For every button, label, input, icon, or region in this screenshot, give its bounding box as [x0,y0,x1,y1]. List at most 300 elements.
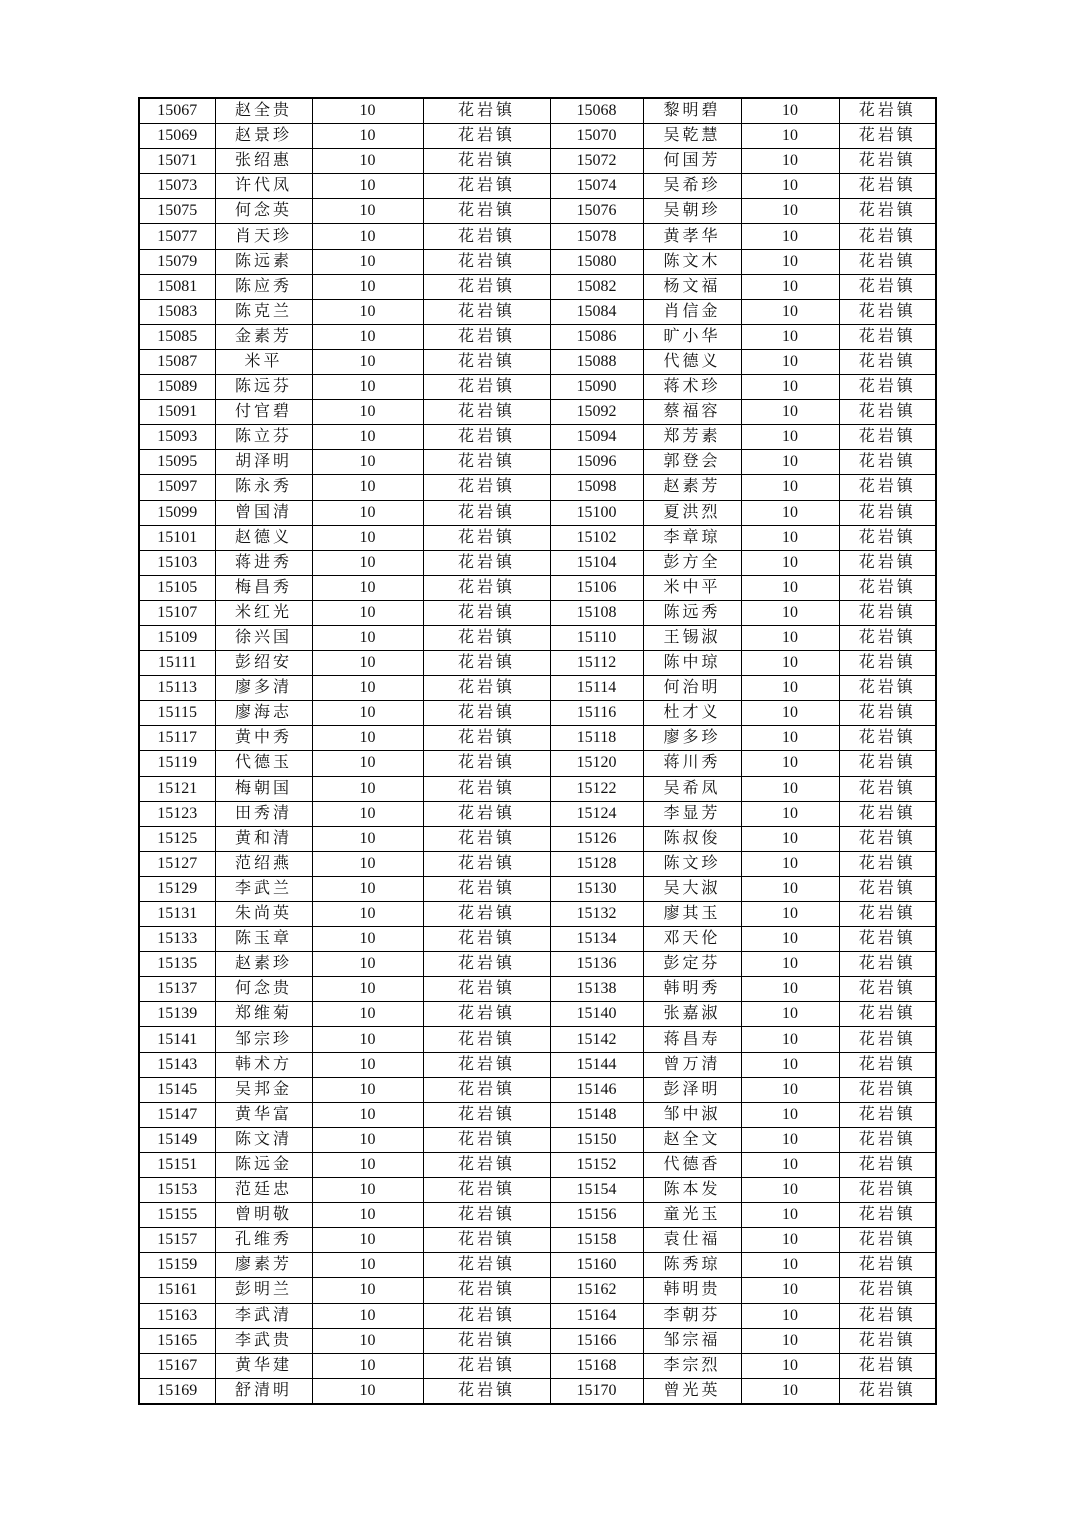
town-cell: 花岩镇 [839,801,936,826]
table-row [139,400,936,425]
amount-cell: 10 [312,425,423,450]
name-cell: 陈文清 [215,1127,312,1152]
id-cell: 15088 [550,349,643,374]
id-cell: 15156 [550,1203,643,1228]
amount-cell: 10 [741,550,839,575]
name-cell: 黎明碧 [643,98,741,124]
name-cell: 蒋川秀 [643,751,741,776]
amount-cell: 10 [741,1002,839,1027]
name-cell: 何治明 [643,676,741,701]
id-cell: 15164 [550,1303,643,1328]
name-cell: 陈永秀 [215,475,312,500]
amount-cell: 10 [312,1353,423,1378]
id-cell: 15135 [139,952,215,977]
amount-cell: 10 [312,751,423,776]
table-row [139,952,936,977]
id-cell: 15070 [550,124,643,149]
table-row [139,776,936,801]
amount-cell: 10 [741,1253,839,1278]
name-cell: 许代凤 [215,174,312,199]
id-cell: 15150 [550,1127,643,1152]
name-cell: 韩术方 [215,1052,312,1077]
amount-cell: 10 [741,751,839,776]
name-cell: 李显芳 [643,801,741,826]
amount-cell: 10 [312,625,423,650]
table-row [139,174,936,199]
town-cell: 花岩镇 [423,324,550,349]
town-cell: 花岩镇 [423,1328,550,1353]
id-cell: 15147 [139,1102,215,1127]
table-row [139,625,936,650]
id-cell: 15097 [139,475,215,500]
table-row [139,651,936,676]
amount-cell: 10 [312,174,423,199]
table-row [139,1278,936,1303]
town-cell: 花岩镇 [839,224,936,249]
id-cell: 15069 [139,124,215,149]
amount-cell: 10 [312,1127,423,1152]
name-cell: 徐兴国 [215,625,312,650]
amount-cell: 10 [312,902,423,927]
amount-cell: 10 [741,425,839,450]
town-cell: 花岩镇 [839,651,936,676]
id-cell: 15129 [139,876,215,901]
name-cell: 李章琼 [643,525,741,550]
amount-cell: 10 [312,1253,423,1278]
table-row [139,550,936,575]
town-cell: 花岩镇 [423,1378,550,1404]
table-row [139,124,936,149]
name-cell: 赵德义 [215,525,312,550]
id-cell: 15130 [550,876,643,901]
id-cell: 15128 [550,851,643,876]
id-cell: 15125 [139,826,215,851]
town-cell: 花岩镇 [839,726,936,751]
amount-cell: 10 [741,349,839,374]
id-cell: 15166 [550,1328,643,1353]
id-cell: 15080 [550,249,643,274]
name-cell: 黄和清 [215,826,312,851]
name-cell: 陈远素 [215,249,312,274]
town-cell: 花岩镇 [839,1102,936,1127]
amount-cell: 10 [741,1303,839,1328]
town-cell: 花岩镇 [423,701,550,726]
town-cell: 花岩镇 [839,174,936,199]
amount-cell: 10 [312,575,423,600]
table-row [139,1303,936,1328]
amount-cell: 10 [312,1378,423,1404]
amount-cell: 10 [741,1278,839,1303]
name-cell: 代德义 [643,349,741,374]
name-cell: 陈远秀 [643,600,741,625]
name-cell: 胡泽明 [215,450,312,475]
id-cell: 15111 [139,651,215,676]
id-cell: 15161 [139,1278,215,1303]
name-cell: 梅朝国 [215,776,312,801]
name-cell: 李朝芬 [643,1303,741,1328]
amount-cell: 10 [741,1203,839,1228]
id-cell: 15071 [139,149,215,174]
name-cell: 范绍燕 [215,851,312,876]
id-cell: 15157 [139,1228,215,1253]
amount-cell: 10 [741,174,839,199]
amount-cell: 10 [312,1328,423,1353]
town-cell: 花岩镇 [423,1178,550,1203]
amount-cell: 10 [741,98,839,124]
name-cell: 朱尚英 [215,902,312,927]
town-cell: 花岩镇 [839,1027,936,1052]
id-cell: 15078 [550,224,643,249]
name-cell: 何念贵 [215,977,312,1002]
town-cell: 花岩镇 [839,751,936,776]
name-cell: 廖海志 [215,701,312,726]
name-cell: 廖多清 [215,676,312,701]
town-cell: 花岩镇 [423,851,550,876]
table-row [139,249,936,274]
id-cell: 15112 [550,651,643,676]
table-row [139,425,936,450]
id-cell: 15105 [139,575,215,600]
amount-cell: 10 [312,801,423,826]
amount-cell: 10 [312,726,423,751]
table-row [139,1002,936,1027]
amount-cell: 10 [312,600,423,625]
town-cell: 花岩镇 [423,1002,550,1027]
table-row [139,1102,936,1127]
town-cell: 花岩镇 [839,952,936,977]
name-cell: 田秀清 [215,801,312,826]
name-cell: 曾明敬 [215,1203,312,1228]
id-cell: 15131 [139,902,215,927]
town-cell: 花岩镇 [839,425,936,450]
table-row [139,575,936,600]
id-cell: 15167 [139,1353,215,1378]
table-row [139,927,936,952]
amount-cell: 10 [741,851,839,876]
amount-cell: 10 [312,977,423,1002]
id-cell: 15126 [550,826,643,851]
id-cell: 15154 [550,1178,643,1203]
town-cell: 花岩镇 [839,1127,936,1152]
name-cell: 曾国清 [215,500,312,525]
id-cell: 15149 [139,1127,215,1152]
town-cell: 花岩镇 [423,1052,550,1077]
amount-cell: 10 [741,1228,839,1253]
id-cell: 15124 [550,801,643,826]
table-row [139,1178,936,1203]
id-cell: 15116 [550,701,643,726]
amount-cell: 10 [741,525,839,550]
town-cell: 花岩镇 [423,400,550,425]
id-cell: 15155 [139,1203,215,1228]
id-cell: 15122 [550,776,643,801]
table-row [139,375,936,400]
table-row [139,902,936,927]
name-cell: 张嘉淑 [643,1002,741,1027]
name-cell: 陈文珍 [643,851,741,876]
name-cell: 陈秀琼 [643,1253,741,1278]
id-cell: 15093 [139,425,215,450]
amount-cell: 10 [312,1228,423,1253]
town-cell: 花岩镇 [839,124,936,149]
id-cell: 15085 [139,324,215,349]
id-cell: 15170 [550,1378,643,1404]
town-cell: 花岩镇 [839,851,936,876]
amount-cell: 10 [741,575,839,600]
town-cell: 花岩镇 [423,952,550,977]
table-row [139,977,936,1002]
town-cell: 花岩镇 [423,500,550,525]
amount-cell: 10 [312,1278,423,1303]
id-cell: 15151 [139,1152,215,1177]
table-row [139,224,936,249]
table-row [139,98,936,124]
name-cell: 陈中琼 [643,651,741,676]
town-cell: 花岩镇 [423,1303,550,1328]
id-cell: 15142 [550,1027,643,1052]
id-cell: 15104 [550,550,643,575]
town-cell: 花岩镇 [839,500,936,525]
town-cell: 花岩镇 [839,1378,936,1404]
town-cell: 花岩镇 [423,98,550,124]
town-cell: 花岩镇 [423,676,550,701]
amount-cell: 10 [741,1328,839,1353]
town-cell: 花岩镇 [839,902,936,927]
amount-cell: 10 [741,274,839,299]
amount-cell: 10 [741,149,839,174]
amount-cell: 10 [312,1002,423,1027]
table-row [139,1378,936,1404]
name-cell: 陈克兰 [215,299,312,324]
name-cell: 陈远金 [215,1152,312,1177]
table-row [139,876,936,901]
id-cell: 15127 [139,851,215,876]
amount-cell: 10 [312,651,423,676]
id-cell: 15169 [139,1378,215,1404]
id-cell: 15158 [550,1228,643,1253]
town-cell: 花岩镇 [839,1203,936,1228]
amount-cell: 10 [312,676,423,701]
table-row [139,701,936,726]
town-cell: 花岩镇 [839,375,936,400]
town-cell: 花岩镇 [423,224,550,249]
name-cell: 夏洪烈 [643,500,741,525]
table-row [139,1253,936,1278]
name-cell: 米中平 [643,575,741,600]
amount-cell: 10 [312,124,423,149]
id-cell: 15132 [550,902,643,927]
table-row [139,274,936,299]
amount-cell: 10 [741,1378,839,1404]
town-cell: 花岩镇 [839,274,936,299]
id-cell: 15075 [139,199,215,224]
name-cell: 舒清明 [215,1378,312,1404]
amount-cell: 10 [741,1102,839,1127]
amount-cell: 10 [312,224,423,249]
id-cell: 15072 [550,149,643,174]
table-row [139,1152,936,1177]
name-cell: 王锡淑 [643,625,741,650]
name-cell: 蒋进秀 [215,550,312,575]
amount-cell: 10 [312,1203,423,1228]
id-cell: 15137 [139,977,215,1002]
id-cell: 15143 [139,1052,215,1077]
name-cell: 郑芳素 [643,425,741,450]
id-cell: 15121 [139,776,215,801]
name-cell: 曾万清 [643,1052,741,1077]
id-cell: 15077 [139,224,215,249]
name-cell: 赵全贵 [215,98,312,124]
amount-cell: 10 [741,651,839,676]
amount-cell: 10 [312,349,423,374]
town-cell: 花岩镇 [423,1027,550,1052]
town-cell: 花岩镇 [423,525,550,550]
town-cell: 花岩镇 [423,550,550,575]
town-cell: 花岩镇 [839,1353,936,1378]
amount-cell: 10 [312,324,423,349]
town-cell: 花岩镇 [423,149,550,174]
town-cell: 花岩镇 [839,249,936,274]
table-row [139,851,936,876]
name-cell: 孔维秀 [215,1228,312,1253]
name-cell: 邹宗福 [643,1328,741,1353]
id-cell: 15079 [139,249,215,274]
amount-cell: 10 [312,927,423,952]
id-cell: 15134 [550,927,643,952]
name-cell: 米平 [215,349,312,374]
id-cell: 15103 [139,550,215,575]
amount-cell: 10 [312,701,423,726]
name-cell: 彭泽明 [643,1077,741,1102]
town-cell: 花岩镇 [839,525,936,550]
town-cell: 花岩镇 [839,1228,936,1253]
amount-cell: 10 [741,701,839,726]
name-cell: 韩明贵 [643,1278,741,1303]
id-cell: 15089 [139,375,215,400]
id-cell: 15146 [550,1077,643,1102]
amount-cell: 10 [741,500,839,525]
town-cell: 花岩镇 [423,751,550,776]
name-cell: 陈叔俊 [643,826,741,851]
town-cell: 花岩镇 [423,475,550,500]
amount-cell: 10 [312,500,423,525]
amount-cell: 10 [741,400,839,425]
town-cell: 花岩镇 [839,1178,936,1203]
id-cell: 15099 [139,500,215,525]
table-row [139,1328,936,1353]
name-cell: 李武清 [215,1303,312,1328]
table-row [139,525,936,550]
id-cell: 15084 [550,299,643,324]
town-cell: 花岩镇 [839,826,936,851]
name-cell: 陈文木 [643,249,741,274]
amount-cell: 10 [741,776,839,801]
amount-cell: 10 [312,525,423,550]
amount-cell: 10 [312,1027,423,1052]
name-cell: 赵景珍 [215,124,312,149]
name-cell: 郑维菊 [215,1002,312,1027]
id-cell: 15163 [139,1303,215,1328]
town-cell: 花岩镇 [839,1253,936,1278]
id-cell: 15092 [550,400,643,425]
town-cell: 花岩镇 [839,625,936,650]
town-cell: 花岩镇 [839,1077,936,1102]
name-cell: 梅昌秀 [215,575,312,600]
amount-cell: 10 [741,375,839,400]
table-row [139,349,936,374]
id-cell: 15148 [550,1102,643,1127]
table-row [139,600,936,625]
id-cell: 15095 [139,450,215,475]
id-cell: 15074 [550,174,643,199]
id-cell: 15145 [139,1077,215,1102]
name-cell: 代德香 [643,1152,741,1177]
amount-cell: 10 [312,876,423,901]
town-cell: 花岩镇 [839,299,936,324]
id-cell: 15136 [550,952,643,977]
town-cell: 花岩镇 [423,174,550,199]
id-cell: 15073 [139,174,215,199]
amount-cell: 10 [312,826,423,851]
id-cell: 15109 [139,625,215,650]
table-row [139,475,936,500]
name-cell: 蒋术珍 [643,375,741,400]
name-cell: 廖其玉 [643,902,741,927]
amount-cell: 10 [741,224,839,249]
amount-cell: 10 [741,1027,839,1052]
amount-cell: 10 [312,1102,423,1127]
town-cell: 花岩镇 [423,726,550,751]
name-cell: 彭明兰 [215,1278,312,1303]
name-cell: 赵素珍 [215,952,312,977]
name-cell: 彭定芬 [643,952,741,977]
id-cell: 15083 [139,299,215,324]
name-cell: 陈玉章 [215,927,312,952]
table-row [139,1203,936,1228]
name-cell: 吴邦金 [215,1077,312,1102]
name-cell: 何念英 [215,199,312,224]
amount-cell: 10 [741,726,839,751]
amount-cell: 10 [741,249,839,274]
name-cell: 张绍惠 [215,149,312,174]
name-cell: 范廷忠 [215,1178,312,1203]
table-row [139,324,936,349]
amount-cell: 10 [741,927,839,952]
name-cell: 陈本发 [643,1178,741,1203]
id-cell: 15100 [550,500,643,525]
amount-cell: 10 [312,149,423,174]
amount-cell: 10 [312,1303,423,1328]
id-cell: 15087 [139,349,215,374]
name-cell: 彭方全 [643,550,741,575]
name-cell: 杜才义 [643,701,741,726]
id-cell: 15153 [139,1178,215,1203]
name-cell: 韩明秀 [643,977,741,1002]
table-row [139,500,936,525]
name-cell: 吴乾慧 [643,124,741,149]
table-row [139,676,936,701]
town-cell: 花岩镇 [839,876,936,901]
town-cell: 花岩镇 [423,876,550,901]
amount-cell: 10 [741,625,839,650]
name-cell: 陈远芬 [215,375,312,400]
amount-cell: 10 [741,826,839,851]
name-cell: 童光玉 [643,1203,741,1228]
table-row [139,1127,936,1152]
town-cell: 花岩镇 [839,1328,936,1353]
name-cell: 代德玉 [215,751,312,776]
id-cell: 15118 [550,726,643,751]
